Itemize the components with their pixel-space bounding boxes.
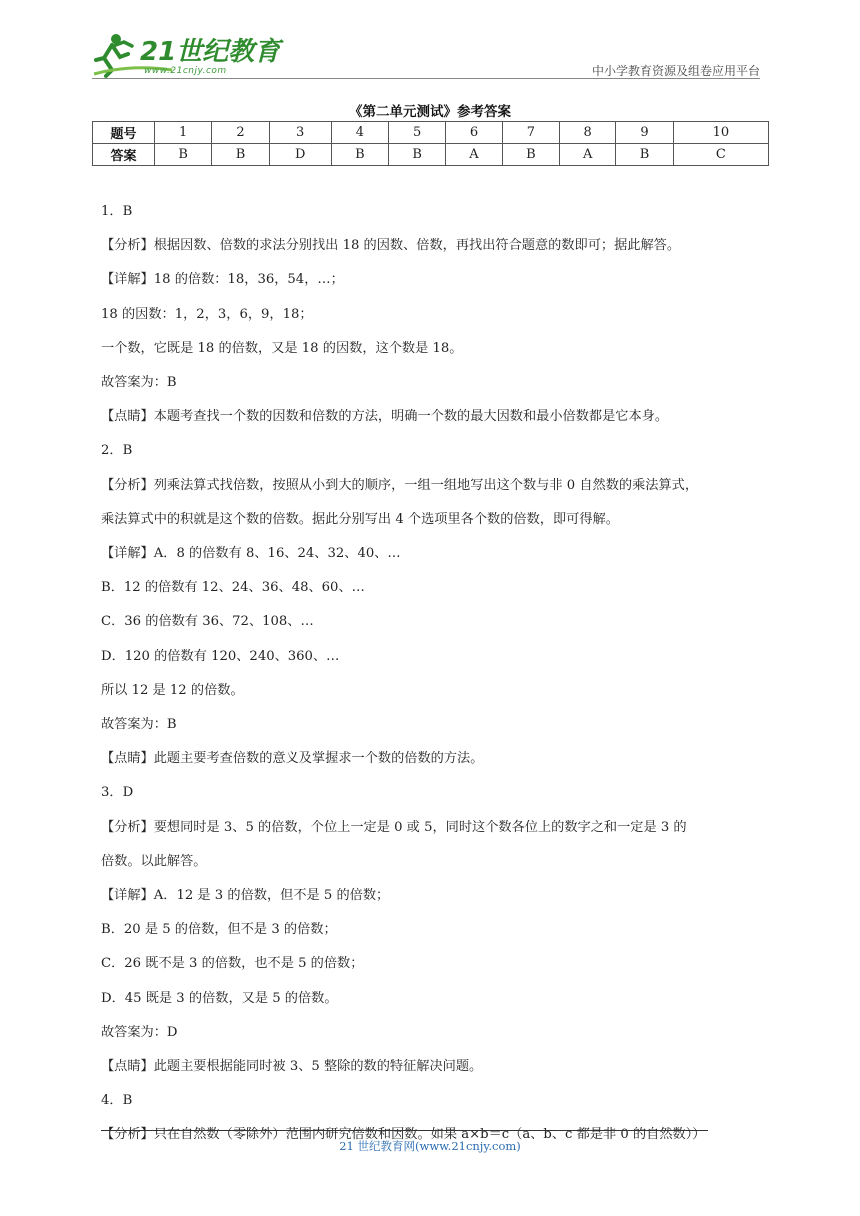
table-cell: B [212,144,269,166]
table-row [93,122,769,144]
table-cell: B [155,144,212,166]
detail-line: 18 的因数：1，2，3，6，9，18； [101,306,313,322]
table-cell: 3 [269,122,331,144]
logo-url: www.21cnjy.com [144,66,227,76]
detail-line: 一个数，它既是 18 的倍数，又是 18 的因数，这个数是 18。 [101,340,463,356]
footer-divider [101,1130,708,1131]
detail-line: 【详解】A．12 是 3 的倍数，但不是 5 的倍数； [101,888,390,904]
table-row [93,144,769,166]
table-cell: 6 [446,122,502,144]
platform-name: 中小学教育资源及组卷应用平台 [591,64,760,78]
detail-line: D．120 的倍数有 120、240、360、… [101,648,340,664]
table-cell: 7 [502,122,559,144]
answer-line: 故答案为：B [101,717,177,733]
detail-line: C．36 的倍数有 36、72、108、… [101,614,314,630]
table-cell: A [446,144,502,166]
svg-text:21世纪教育: 21世纪教育 [140,37,281,67]
answer-line: 故答案为：B [101,375,177,391]
analysis-line: 乘法算式中的积就是这个数的倍数。据此分别写出 4 个选项里各个数的倍数，即可得解。 [101,511,619,527]
row-header-answer: 答案 [93,144,155,166]
detail-line: D．45 既是 3 的倍数，又是 5 的倍数。 [101,990,338,1006]
table-cell: 5 [389,122,446,144]
table-cell: 1 [155,122,212,144]
comment-line: 【点睛】此题主要根据能同时被 3、5 整除的数的特征解决问题。 [101,1059,483,1075]
detail-line: 【详解】A．8 的倍数有 8、16、24、32、40、… [101,546,401,562]
table-cell: 4 [331,122,388,144]
table-cell: 10 [673,122,768,144]
detail-line: 所以 12 是 12 的倍数。 [101,682,244,698]
table-cell: D [269,144,331,166]
analysis-line: 倍数。以此解答。 [101,853,207,869]
analysis-line: 【分析】根据因数、倍数的求法分别找出 18 的因数、倍数，再找出符合题意的数即可；据此解答。 [101,238,681,254]
comment-line: 【点睛】本题考查找一个数的因数和倍数的方法，明确一个数的最大因数和最小倍数都是它本身。 [101,409,669,425]
analysis-line: 【分析】列乘法算式找倍数，按照从小到大的顺序，一组一组地写出这个数与非 0 自然数的乘法算式， [101,477,699,493]
table-cell: C [673,144,768,166]
answer-table [92,121,769,166]
table-cell: B [331,144,388,166]
detail-line: 【详解】18 的倍数：18，36，54，…； [101,272,344,288]
detail-line: C．26 既不是 3 的倍数，也不是 5 的倍数； [101,956,364,972]
table-cell: B [616,144,673,166]
question-number: 1．B [101,204,133,219]
table-cell: A [560,144,616,166]
site-logo[interactable] [92,30,281,80]
detail-line: B．20 是 5 的倍数，但不是 3 的倍数； [101,922,337,938]
solution-body [101,195,769,1153]
table-cell: B [389,144,446,166]
analysis-line: 【分析】只在自然数（零除外）范围内研究倍数和因数。如果 a×b＝c（a、b、c 都是非 0 的自然数）） [101,1127,706,1143]
detail-line: B．12 的倍数有 12、24、36、48、60、… [101,580,365,596]
table-cell: 9 [616,122,673,144]
answer-line: 故答案为：D [101,1024,178,1040]
table-cell: 2 [212,122,269,144]
header-divider [92,78,760,79]
question-number: 4．B [101,1093,133,1109]
table-cell: B [502,144,559,166]
analysis-line: 【分析】要想同时是 3、5 的倍数，个位上一定是 0 或 5，同时这个数各位上的数字之和一定是 3 的 [101,819,687,835]
row-header-number: 题号 [93,122,155,144]
question-number: 3．D [101,785,134,801]
table-cell: 8 [560,122,616,144]
comment-line: 【点睛】此题主要考查倍数的意义及掌握求一个数的倍数的方法。 [101,751,484,767]
page-header [92,30,760,80]
document-title: 《第二单元测试》参考答案 [349,104,511,120]
footer-link[interactable]: 21 世纪教育网(www.21cnjy.com) [339,1139,521,1153]
question-number: 2．B [101,443,133,459]
